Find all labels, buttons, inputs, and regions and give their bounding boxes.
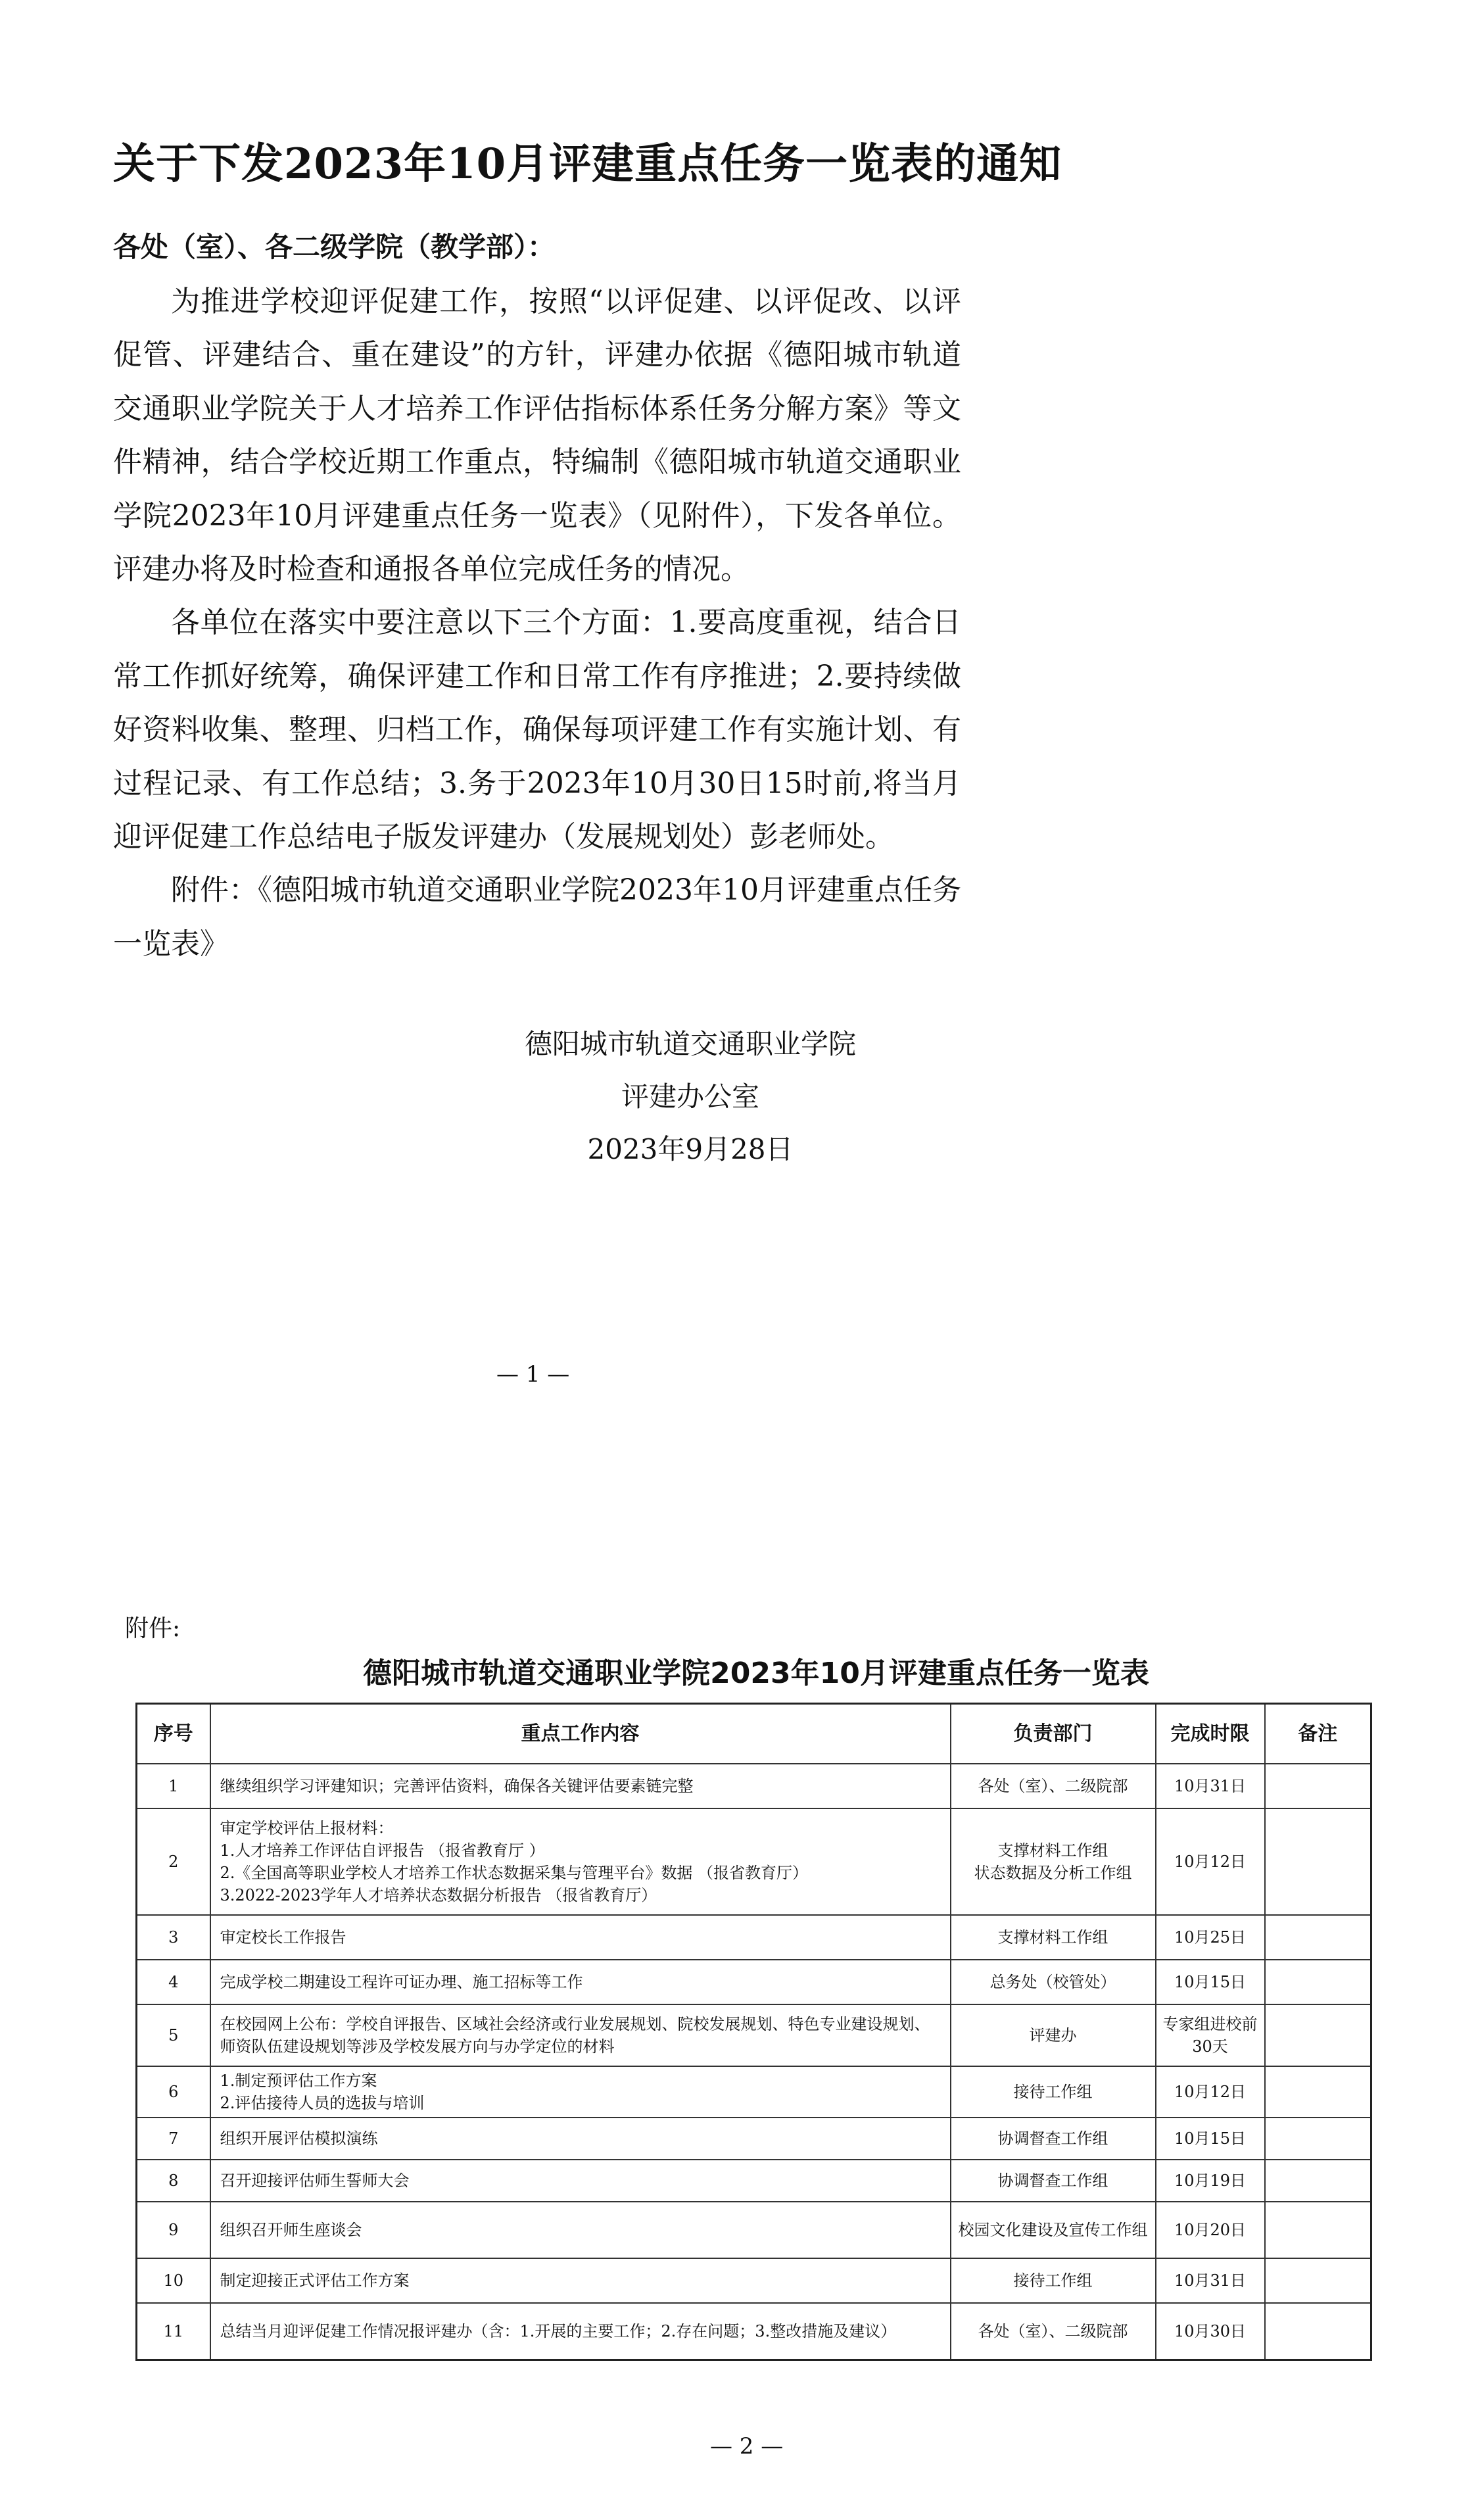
page-number-1: — 1 — bbox=[496, 1361, 570, 1388]
row-content: 继续组织学习评建知识；完善评估资料，确保各关键评估要素链完整 bbox=[210, 1764, 951, 1808]
attachment-note: 附件：《德阳城市轨道交通职业学院2023年10月评建重点任务一览表》 bbox=[113, 873, 961, 961]
row-dept: 校园文化建设及宣传工作组 bbox=[951, 2202, 1156, 2258]
row-dept: 评建办 bbox=[951, 2004, 1156, 2066]
row-note bbox=[1265, 2202, 1371, 2258]
table-row bbox=[137, 2160, 1371, 2202]
row-no: 5 bbox=[137, 2004, 210, 2066]
row-dept: 接待工作组 bbox=[951, 2066, 1156, 2118]
row-note bbox=[1265, 2258, 1371, 2303]
row-no: 6 bbox=[137, 2066, 210, 2118]
row-note bbox=[1265, 2004, 1371, 2066]
attachment-label: 附件: bbox=[125, 1615, 181, 1642]
page-number-2: — 2 — bbox=[710, 2433, 784, 2459]
row-deadline: 10月15日 bbox=[1156, 1960, 1265, 2004]
row-dept: 总务处（校管处） bbox=[951, 1960, 1156, 2004]
row-deadline: 10月31日 bbox=[1156, 1764, 1265, 1808]
row-content: 完成学校二期建设工程许可证办理、施工招标等工作 bbox=[210, 1960, 951, 2004]
row-deadline: 10月25日 bbox=[1156, 1915, 1265, 1960]
row-note bbox=[1265, 1764, 1371, 1808]
row-no: 2 bbox=[137, 1808, 210, 1915]
row-no: 7 bbox=[137, 2118, 210, 2160]
task-table bbox=[135, 1703, 1372, 2361]
table-row bbox=[137, 2118, 1371, 2160]
row-content: 在校园网上公布：学校自评报告、区域社会经济或行业发展规划、院校发展规划、特色专业建设规划、师资队伍建设规划等涉及学校发展方向与办学定位的材料 bbox=[210, 2004, 951, 2066]
row-no: 11 bbox=[137, 2303, 210, 2360]
row-note bbox=[1265, 2303, 1371, 2360]
row-dept: 各处（室）、二级院部 bbox=[951, 2303, 1156, 2360]
row-note bbox=[1265, 2118, 1371, 2160]
row-content: 审定校长工作报告 bbox=[210, 1915, 951, 1960]
row-deadline: 10月30日 bbox=[1156, 2303, 1265, 2360]
table-row bbox=[137, 1960, 1371, 2004]
row-no: 9 bbox=[137, 2202, 210, 2258]
notice-title: 关于下发2023年10月评建重点任务一览表的通知 bbox=[113, 139, 1062, 189]
notice-body bbox=[113, 275, 961, 971]
table-row bbox=[137, 2303, 1371, 2360]
row-deadline: 10月12日 bbox=[1156, 1808, 1265, 1915]
table-row bbox=[137, 2202, 1371, 2258]
row-content: 审定学校评估上报材料： 1.人才培养工作评估自评报告 （报省教育厅 ） 2.《全国高等职业学校人才培养工作状态数据采集与管理平台》数据 （报省教育厅） 3.2022-2023学年人才培养状态数据分析报告 （报省教育厅） bbox=[210, 1808, 951, 1915]
header-dept: 负责部门 bbox=[951, 1704, 1156, 1764]
row-no: 4 bbox=[137, 1960, 210, 2004]
row-content: 总结当月迎评促建工作情况报评建办（含：1.开展的主要工作；2.存在问题；3.整改措施及建议） bbox=[210, 2303, 951, 2360]
table-row bbox=[137, 1915, 1371, 1960]
signature-office: 评建办公室 bbox=[621, 1080, 759, 1113]
header-no: 序号 bbox=[137, 1704, 210, 1764]
row-content: 组织召开师生座谈会 bbox=[210, 2202, 951, 2258]
signature-date: 2023年9月28日 bbox=[587, 1133, 794, 1165]
row-no: 3 bbox=[137, 1915, 210, 1960]
table-row bbox=[137, 2066, 1371, 2118]
row-note bbox=[1265, 2160, 1371, 2202]
row-no: 10 bbox=[137, 2258, 210, 2303]
table-row bbox=[137, 1808, 1371, 1915]
row-note bbox=[1265, 1808, 1371, 1915]
table-title: 德阳城市轨道交通职业学院2023年10月评建重点任务一览表 bbox=[363, 1657, 1149, 1690]
table-header-row bbox=[137, 1704, 1371, 1764]
row-note bbox=[1265, 1960, 1371, 2004]
table-row bbox=[137, 1764, 1371, 1808]
header-note: 备注 bbox=[1265, 1704, 1371, 1764]
row-content: 制定迎接正式评估工作方案 bbox=[210, 2258, 951, 2303]
row-deadline: 10月15日 bbox=[1156, 2118, 1265, 2160]
row-deadline: 10月12日 bbox=[1156, 2066, 1265, 2118]
salutation: 各处（室）、各二级学院（教学部）： bbox=[113, 231, 556, 263]
row-content: 召开迎接评估师生誓师大会 bbox=[210, 2160, 951, 2202]
row-dept: 支撑材料工作组 状态数据及分析工作组 bbox=[951, 1808, 1156, 1915]
body-paragraph-1: 为推进学校迎评促建工作，按照“以评促建、以评促改、以评促管、评建结合、重在建设”的方针，评建办依据《德阳城市轨道交通职业学院关于人才培养工作评估指标体系任务分解方案》等文件精神，结合学校近期工作重点，特编制《德阳城市轨道交通职业学院2023年10月评建重点任务一览表》（见附件），下发各单位。评建办将及时检查和通报各单位完成任务的情况。 bbox=[113, 285, 961, 587]
row-note bbox=[1265, 2066, 1371, 2118]
row-deadline: 10月20日 bbox=[1156, 2202, 1265, 2258]
row-deadline: 10月31日 bbox=[1156, 2258, 1265, 2303]
row-content: 1.制定预评估工作方案 2.评估接待人员的选拔与培训 bbox=[210, 2066, 951, 2118]
row-no: 8 bbox=[137, 2160, 210, 2202]
header-content: 重点工作内容 bbox=[210, 1704, 951, 1764]
row-dept: 各处（室）、二级院部 bbox=[951, 1764, 1156, 1808]
row-deadline: 10月19日 bbox=[1156, 2160, 1265, 2202]
signature-org: 德阳城市轨道交通职业学院 bbox=[524, 1028, 856, 1060]
row-no: 1 bbox=[137, 1764, 210, 1808]
row-content: 组织开展评估模拟演练 bbox=[210, 2118, 951, 2160]
row-dept: 支撑材料工作组 bbox=[951, 1915, 1156, 1960]
header-deadline: 完成时限 bbox=[1156, 1704, 1265, 1764]
table-row bbox=[137, 2258, 1371, 2303]
table-row bbox=[137, 2004, 1371, 2066]
row-deadline: 专家组进校前30天 bbox=[1156, 2004, 1265, 2066]
row-dept: 协调督查工作组 bbox=[951, 2118, 1156, 2160]
row-dept: 协调督查工作组 bbox=[951, 2160, 1156, 2202]
row-dept: 接待工作组 bbox=[951, 2258, 1156, 2303]
row-note bbox=[1265, 1915, 1371, 1960]
body-paragraph-2: 各单位在落实中要注意以下三个方面：1.要高度重视，结合日常工作抓好统筹，确保评建工作和日常工作有序推进；2.要持续做好资料收集、整理、归档工作，确保每项评建工作有实施计划、有过程记录、有工作总结；3.务于2023年10月30日15时前,将当月迎评促建工作总结电子版发评建办（发展规划处）彭老师处。 bbox=[113, 606, 961, 854]
